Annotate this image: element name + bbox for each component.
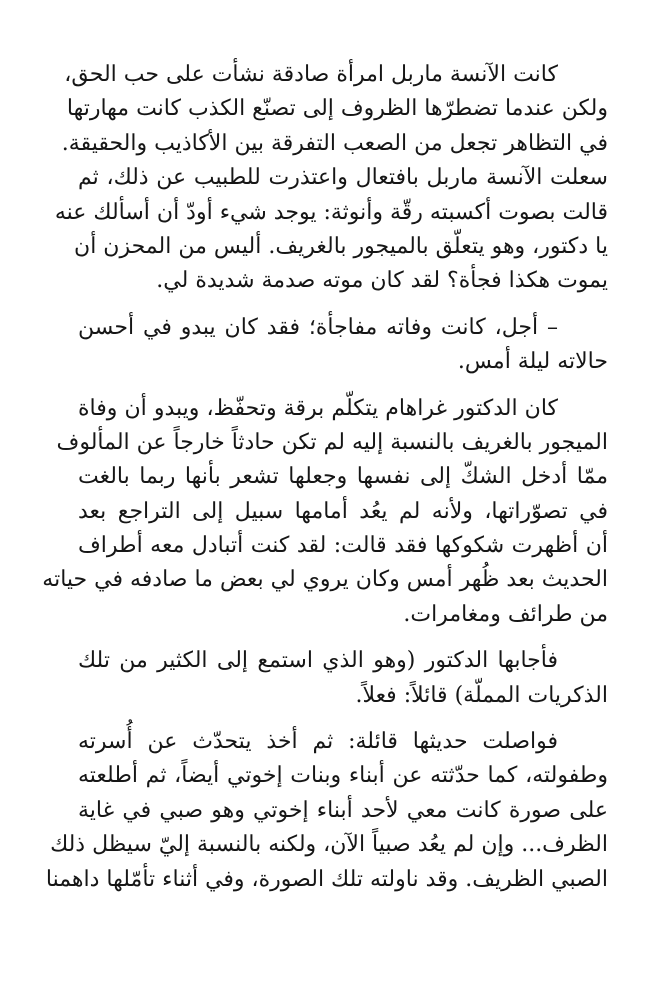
text-line: في التظاهر تجعل من الصعب التفرقة بين الأكاذيب والحقيقة.	[61, 130, 608, 156]
text-line: ممّا أدخل الشكّ إلى نفسها وجعلها تشعر بأنها ربما بالغت	[78, 464, 608, 490]
text-line: الحديث بعد ظُهر أمس وكان يروي لي بعض ما صادفه في حياته	[42, 567, 608, 593]
text-line: الصبي الظريف. وقد ناولته تلك الصورة، وفي أثناء تأمّلها داهمنا	[45, 866, 608, 892]
text-line: أن أظهرت شكوكها فقد قالت: لقد كنت أتبادل معه أطراف	[78, 533, 608, 559]
paragraph-gap	[78, 713, 608, 725]
paragraph	[78, 311, 608, 380]
text-line: من طرائف ومغامرات.	[403, 601, 608, 627]
text-line: فأجابها الدكتور (وهو الذي استمع إلى الكثير من تلك	[78, 648, 558, 674]
text-line: ولكن عندما تضطرّها الظروف إلى تصنّع الكذب كانت مهارتها	[66, 96, 608, 122]
text-line: في تصوّراتها، ولأنه لم يعُد أمامها سبيل إلى التراجع بعد	[78, 498, 608, 524]
text-line: يموت هكذا فجأة؟ لقد كان موته صدمة شديدة لي.	[156, 268, 608, 294]
text-line: الميجور بالغريف بالنسبة إليه لم تكن حادثاً خارجاً عن المألوف	[56, 429, 608, 455]
paragraph	[78, 644, 608, 713]
book-page	[42, 58, 608, 897]
text-line: حالاته ليلة أمس.	[457, 349, 608, 375]
paragraph-gap	[78, 380, 608, 392]
text-line: – أجل، كانت وفاته مفاجأة؛ فقد كان يبدو في أحسن	[78, 314, 558, 340]
text-line: يا دكتور، وهو يتعلّق بالميجور بالغريف. أليس من المحزن أن	[74, 233, 608, 259]
paragraph	[45, 725, 608, 897]
text-line: وطفولته، كما حدّثته عن أبناء وبنات إخوتي أيضاً، ثم أطلعته	[78, 763, 608, 789]
text-line: الظرف... وإن لم يعُد صبياً الآن، ولكنه بالنسبة إليّ سيظل ذلك	[50, 832, 608, 858]
text-line: فواصلت حديثها قائلة: ثم أخذ يتحدّث عن أُسرته	[78, 729, 558, 755]
paragraph	[42, 392, 608, 633]
text-line: الذكريات المملّة) قائلاً: فعلاً.	[355, 682, 608, 708]
text-line: كانت الآنسة ماربل امرأة صادقة نشأت على حب الحق،	[64, 62, 558, 87]
text-line: كان الدكتور غراهام يتكلّم برقة وتحفّظ، ويبدو أن وفاة	[78, 395, 558, 421]
paragraph	[54, 58, 608, 299]
text-line: سعلت الآنسة ماربل بافتعال واعتذرت للطبيب عن ذلك، ثم	[78, 165, 608, 191]
text-line: على صورة كانت معي لأحد أبناء إخوتي وهو صبي في غاية	[78, 797, 608, 823]
paragraph-gap	[78, 299, 608, 311]
paragraph-gap	[78, 632, 608, 644]
text-line: قالت بصوت أكسبته رقّة وأنوثة: يوجد شيء أودّ أن أسألك عنه	[54, 199, 608, 225]
